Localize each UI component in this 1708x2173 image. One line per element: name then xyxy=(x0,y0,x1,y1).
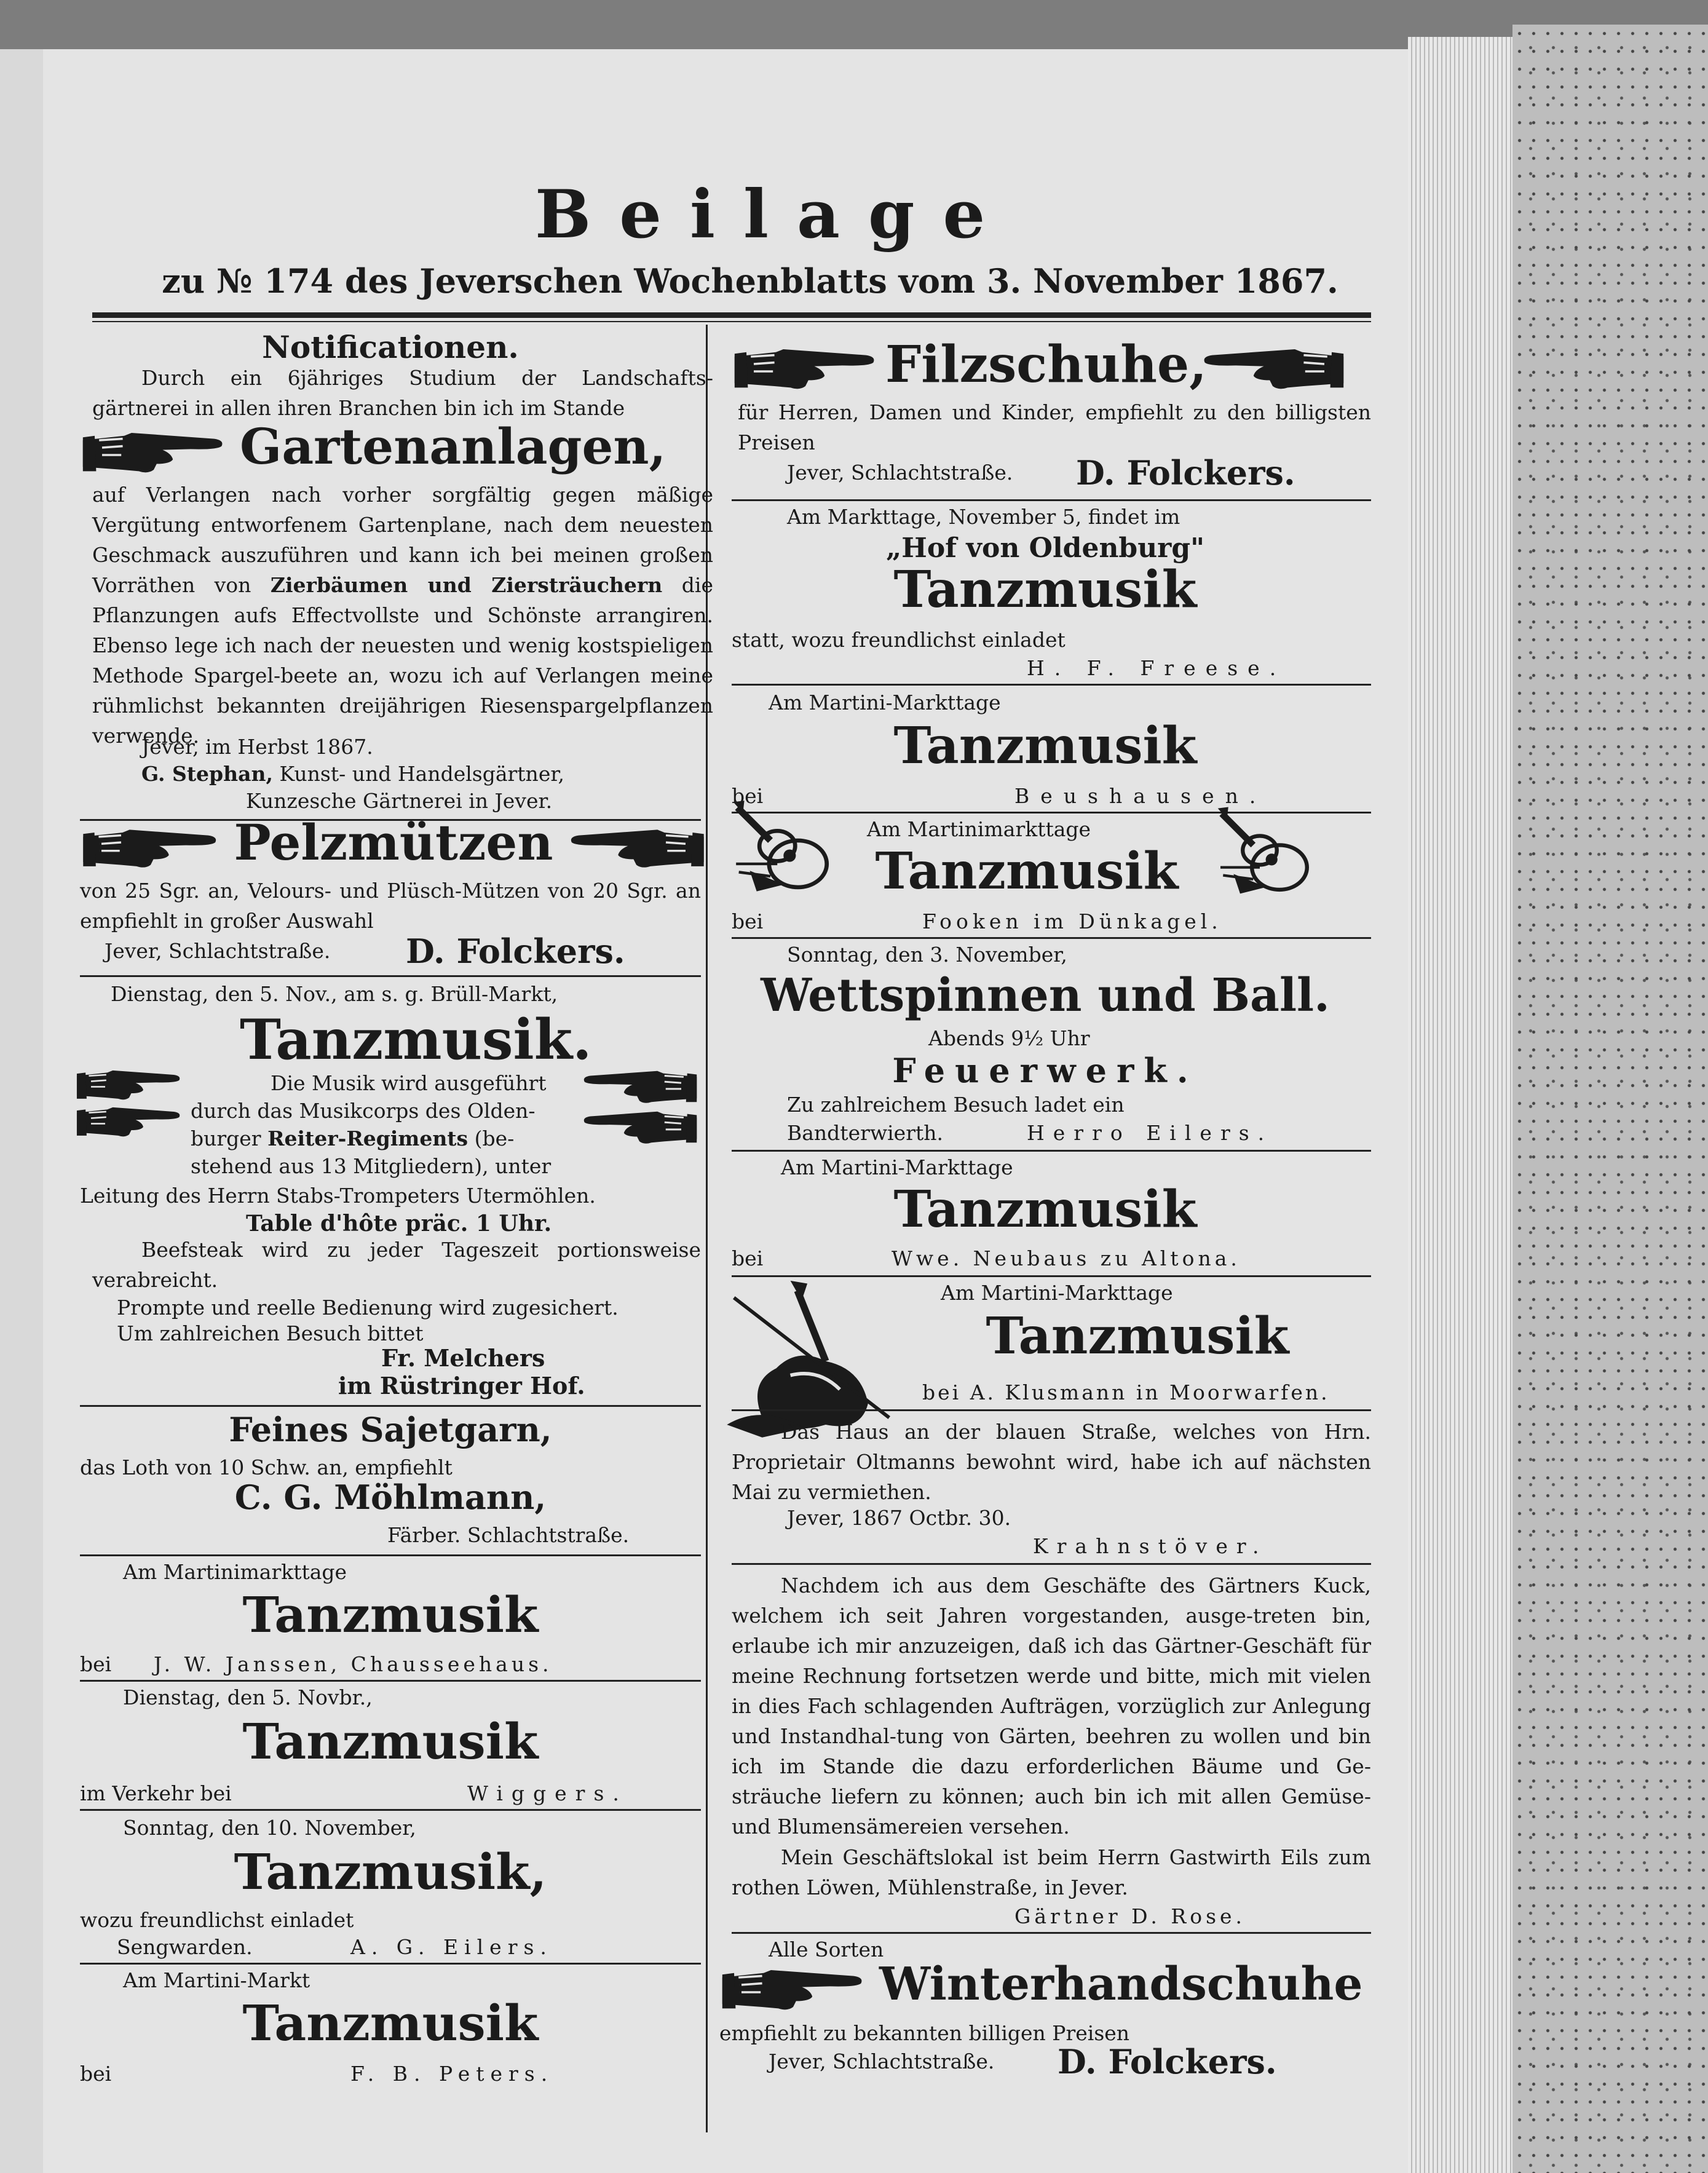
pointing-hand-icon xyxy=(1199,342,1346,394)
house-rent-date: Jever, 1867 Octbr. 30. xyxy=(787,1506,1011,1530)
ball-date: Sonntag, den 3. November, xyxy=(787,943,1067,967)
dance-a7-headline: Tanzmusik, xyxy=(234,1843,547,1901)
dance-a3-table-dhote: Table d'hôte präc. 1 Uhr. xyxy=(246,1211,552,1237)
dance-a3-signature-2: im Rüstringer Hof. xyxy=(338,1372,585,1399)
gardener-body-2: Mein Geschäftslokal ist beim Herrn Gastwirth Eils zum rothen Löwen, Mühlenstraße, in Jever. xyxy=(732,1845,1371,1899)
garden-intro: Durch ein 6jähriges Studium der Landschafts-gärtnerei in allen ihren Branchen bin ich im Stande xyxy=(92,366,713,420)
dance-a3-headline: Tanzmusik. xyxy=(240,1007,592,1072)
gloves-body: empfiehlt zu bekannten billigen Preisen xyxy=(719,2021,1130,2045)
header-rule xyxy=(92,312,1371,318)
separator-rule xyxy=(80,975,701,977)
garden-signature-name: G. Stephan, xyxy=(141,762,273,786)
dance-b4-bei: bei xyxy=(732,909,764,933)
pointing-hand-icon xyxy=(74,1065,184,1103)
dance-b2-invite: statt, wozu freundlichst einladet xyxy=(732,628,1066,652)
garden-body-text-2: die Pflanzungen aufs Effectvollste und Schönste arrangiren. Ebenso lege ich nach der neuesten und wenig kostspieligen Methode Spargel-beete an, wozu ich auf Verlangen meine rühmlichst bekannten dreijährigen Riesenspargelpflanzen verwende. xyxy=(92,573,713,748)
separator-rule xyxy=(732,1409,1371,1411)
dance-a3-music-5: Leitung des Herrn Stabs-Trompeters Utermöhlen. xyxy=(80,1184,596,1208)
pointing-hand-icon xyxy=(566,823,707,872)
separator-rule xyxy=(732,499,1371,501)
dance-a3-beefsteak: Beefsteak wird zu jeder Tageszeit portionsweise verabreicht. xyxy=(92,1238,701,1292)
dance-a5-date: Am Martinimarkttage xyxy=(123,1560,347,1584)
supplement-title: Beilage xyxy=(535,176,1014,253)
dance-b6-date: Am Martini-Markttage xyxy=(781,1155,1013,1179)
dance-a3-music-2: durch das Musikcorps des Olden- xyxy=(191,1099,536,1123)
page-stack-edge xyxy=(1408,37,1512,2173)
felt-shoes-body: für Herren, Damen und Kinder, empfiehlt zu den billigsten Preisen xyxy=(738,400,1371,454)
ball-host: Herro Eilers. xyxy=(1027,1121,1273,1145)
dance-a3-music-1: Die Musik wird ausgeführt xyxy=(271,1071,547,1095)
dance-a3-visit: Um zahlreichen Besuch bittet xyxy=(117,1321,424,1345)
separator-rule xyxy=(732,1563,1371,1565)
adjacent-page-edge xyxy=(0,49,45,2173)
dance-a8-headline: Tanzmusik xyxy=(242,1994,539,2052)
guitar-icon xyxy=(729,794,846,899)
pointing-hand-icon xyxy=(578,1065,701,1107)
fur-caps-signature: D. Folckers. xyxy=(406,932,625,971)
dance-a7-invite: wozu freundlichst einladet xyxy=(80,1908,354,1932)
felt-shoes-signature: D. Folckers. xyxy=(1076,453,1295,493)
dance-a3-music-3c: (be- xyxy=(474,1126,515,1150)
separator-rule xyxy=(80,1680,701,1682)
dance-b3-bei: bei xyxy=(732,784,764,808)
house-rent-host: Krahnstöver. xyxy=(1033,1534,1268,1558)
newspaper-page xyxy=(43,49,1408,2173)
pointing-hand-icon xyxy=(74,1102,184,1140)
dance-a3-music-4: stehend aus 13 Mitgliedern), unter xyxy=(191,1154,552,1178)
dance-a8-date: Am Martini-Markt xyxy=(123,1968,310,1992)
felt-shoes-headline: Filzschuhe, xyxy=(885,335,1207,394)
garden-body xyxy=(92,480,713,751)
pointing-hand-icon xyxy=(732,342,879,394)
dance-a3-date: Dienstag, den 5. Nov., am s. g. Brüll-Markt, xyxy=(111,982,558,1006)
ball-fireworks: Feuerwerk. xyxy=(892,1051,1198,1090)
pointing-hand-icon xyxy=(719,1963,867,2014)
fur-caps-place: Jever, Schlachtstraße. xyxy=(105,939,331,963)
garden-place-date: Jever, im Herbst 1867. xyxy=(141,735,373,759)
dance-b7-date: Am Martini-Markttage xyxy=(941,1281,1173,1305)
dance-a6-date: Dienstag, den 5. Novbr., xyxy=(123,1685,373,1709)
supplement-subtitle: zu № 174 des Jeverschen Wochenblatts vom 3. November 1867. xyxy=(162,261,1338,301)
gloves-headline: Winterhandschuhe xyxy=(879,1958,1363,2011)
dance-a8-host: F. B. Peters. xyxy=(350,2062,554,2086)
dance-a8-bei: bei xyxy=(80,2062,112,2086)
pointing-hand-icon xyxy=(80,823,221,872)
fur-caps-body: von 25 Sgr. an, Velours- und Plüsch-Mützen von 20 Sgr. an empfiehlt in großer Auswahl xyxy=(80,879,701,933)
dance-b3-date: Am Martini-Markttage xyxy=(769,691,1001,714)
gloves-place: Jever, Schlachtstraße. xyxy=(769,2049,995,2073)
gloves-intro: Alle Sorten xyxy=(769,1937,884,1961)
dance-b2-host: H. F. Freese. xyxy=(1027,656,1286,680)
dance-b4-headline: Tanzmusik xyxy=(875,842,1179,901)
dance-a3-music-3 xyxy=(191,1128,514,1149)
garden-signature-line2: Kunzesche Gärtnerei in Jever. xyxy=(246,789,553,813)
dance-b6-bei: bei xyxy=(732,1246,764,1270)
violin-icon xyxy=(719,1276,904,1439)
dance-b4-date: Am Martinimarkttage xyxy=(867,817,1091,841)
dance-b7-headline: Tanzmusik xyxy=(986,1307,1289,1366)
dance-a7-host: A. G. Eilers. xyxy=(350,1935,553,1959)
dance-b6-host: Wwe. Neubaus zu Altona. xyxy=(892,1246,1241,1270)
garden-body-text: auf Verlangen nach vorher sorgfältig gegen mäßige Vergütung entworfenem Gartenplane, nach dem neuesten Geschmack auszuführen und kann ich bei meinen großen Vorräthen von xyxy=(92,483,713,597)
separator-rule xyxy=(732,937,1371,939)
dance-b7-host: bei A. Klusmann in Moorwarfen. xyxy=(922,1380,1330,1404)
ball-visit: Zu zahlreichem Besuch ladet ein xyxy=(787,1093,1125,1117)
dance-a7-date: Sonntag, den 10. November, xyxy=(123,1816,416,1840)
guitar-icon xyxy=(1211,802,1328,900)
dance-b4-host: Fooken im Dünkagel. xyxy=(922,909,1222,933)
gardener-signature: Gärtner D. Rose. xyxy=(1014,1904,1246,1928)
ball-place: Bandterwierth. xyxy=(787,1121,943,1145)
yarn-name: C. G. Möhlmann, xyxy=(234,1478,547,1517)
dance-a6-bei: im Verkehr bei xyxy=(80,1781,232,1805)
dance-a6-headline: Tanzmusik xyxy=(242,1712,539,1770)
gloves-signature: D. Folckers. xyxy=(1058,2042,1277,2081)
dance-a6-host: Wiggers. xyxy=(467,1781,628,1805)
section-heading: Notificationen. xyxy=(262,329,519,365)
header-rule-thin xyxy=(92,321,1371,322)
dance-b3-headline: Tanzmusik xyxy=(893,716,1197,775)
dance-b2-date: Am Markttage, November 5, findet im xyxy=(787,505,1180,529)
separator-rule xyxy=(80,1405,701,1407)
garden-signature-title: Kunst- und Handelsgärtner, xyxy=(279,762,564,786)
house-rent-body: Das Haus an der blauen Straße, welches von Hrn. Proprietair Oltmanns bewohnt wird, habe ich auf nächsten Mai zu vermiethen. xyxy=(732,1420,1371,1504)
yarn-body: das Loth von 10 Schw. an, empfiehlt xyxy=(80,1455,453,1479)
garden-signature xyxy=(141,764,564,784)
dance-a7-place: Sengwarden. xyxy=(117,1935,253,1959)
dance-a3-music-3a: burger xyxy=(191,1126,261,1150)
dance-a5-bei: bei xyxy=(80,1652,112,1676)
separator-rule xyxy=(732,1150,1371,1152)
felt-shoes-place: Jever, Schlachtstraße. xyxy=(787,461,1013,485)
garden-headline: Gartenanlagen, xyxy=(240,418,666,475)
dance-b3-host: Beushausen. xyxy=(1014,784,1267,808)
dance-b2-venue: „Hof von Oldenburg" xyxy=(885,532,1205,564)
gardener-body: Nachdem ich aus dem Geschäfte des Gärtners Kuck, welchem ich seit Jahren vorgestanden, ausge-treten bin, erlaube ich mir anzuzeigen, daß ich das Gärtner-Geschäft für meine Rechnung fortsetzen werde und bitte, mich mit vielen in dies Fach schlagenden Aufträgen, vorzüglich zur Anlegung und Instandhal-tung von Gärten, beehren zu wollen und bin ich im Stande die dazu erforderlichen Bäume und Ge-sträuche liefern zu können; auch bin ich mit allen Gemüse- und Blumensämereien versehen. xyxy=(732,1573,1371,1839)
dance-a5-headline: Tanzmusik xyxy=(242,1586,539,1644)
ball-headline: Wettspinnen und Ball. xyxy=(761,969,1330,1022)
separator-rule xyxy=(732,1932,1371,1934)
dance-b6-headline: Tanzmusik xyxy=(893,1180,1197,1239)
garden-body-bold: Zierbäumen und Ziersträuchern xyxy=(270,573,663,597)
ball-time: Abends 9½ Uhr xyxy=(928,1026,1090,1050)
separator-rule xyxy=(80,1554,701,1556)
separator-rule xyxy=(80,1963,701,1965)
separator-rule xyxy=(80,1809,701,1811)
dance-a3-service: Prompte und reelle Bedienung wird zugesichert. xyxy=(117,1296,619,1320)
dance-a5-host: J. W. Janssen, Chausseehaus. xyxy=(154,1652,553,1676)
yarn-rest: Färber. Schlachtstraße. xyxy=(387,1523,630,1547)
fur-caps-headline: Pelzmützen xyxy=(234,813,553,871)
separator-rule xyxy=(732,684,1371,686)
dance-a3-signature-1: Fr. Melchers xyxy=(381,1344,545,1372)
dance-a3-regiment: Reiter-Regiments xyxy=(267,1126,469,1150)
pointing-hand-icon xyxy=(578,1106,701,1147)
dance-b2-headline: Tanzmusik xyxy=(893,560,1197,619)
book-cover-edge xyxy=(1512,25,1708,2173)
yarn-headline: Feines Sajetgarn, xyxy=(229,1410,552,1449)
pointing-hand-icon xyxy=(80,425,227,477)
